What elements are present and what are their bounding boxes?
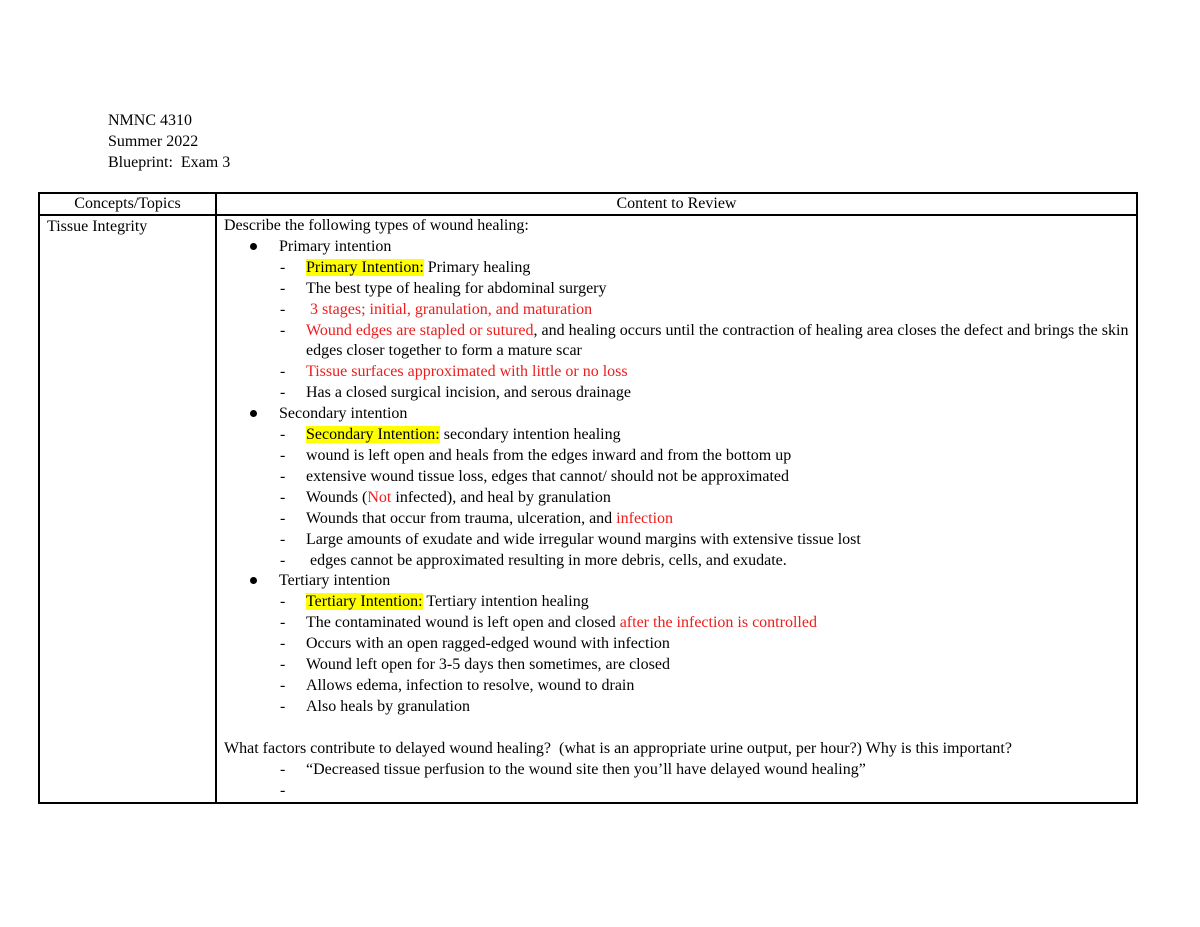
spacer [224,718,1129,739]
dash-marker: - [280,467,286,485]
content-to-review-header: Content to Review [216,193,1137,215]
answer-text: “Decreased tissue perfusion to the wound site then you’ll have delayed wound healing” [306,760,866,778]
list-text: Allows edema, infection to resolve, wound to drain [306,676,635,694]
table-header-row [39,193,1137,215]
blueprint-title: Blueprint: Exam 3 [108,154,231,171]
bullet-icon [250,243,257,250]
definition-text: secondary intention healing [439,426,621,444]
bullet-icon [250,410,257,417]
definition-text: Primary healing [423,258,531,276]
content-cell [216,215,1137,803]
dash-marker: - [280,551,286,569]
intro-text: Describe the following types of wound healing: [224,217,529,234]
list-text: Also heals by granulation [306,697,470,715]
blueprint-table [38,192,1138,804]
list-item [224,530,1129,551]
red-text: Wound edges are stapled or sutured [306,321,534,339]
topic-cell: Tissue Integrity [39,215,216,803]
document-header [108,110,230,173]
list-item [224,509,1129,530]
dash-marker: - [280,509,286,527]
dash-marker: - [280,656,286,674]
list-text: Wounds that occur from trauma, ulceration, and [306,509,617,527]
list-text: Wound left open for 3-5 days then sometimes, are closed [306,656,670,674]
list-item [224,655,1129,676]
bullet-secondary [224,404,1129,425]
primary-title: Primary intention [279,237,392,255]
red-text: Not [367,488,392,506]
list-text: Large amounts of exudate and wide irregular wound margins with extensive tissue lost [306,530,861,548]
definition-text: Tertiary intention healing [422,593,589,611]
list-item [224,551,1129,572]
list-item [224,279,1129,300]
dash-marker: - [280,635,286,653]
concepts-topics-header: Concepts/Topics [39,193,216,215]
list-item [224,258,1129,279]
list-text: Has a closed surgical incision, and serous drainage [306,384,631,402]
list-item [224,467,1129,488]
list-item [224,676,1129,697]
list-text: edges cannot be approximated resulting in more debris, cells, and exudate. [306,551,787,569]
secondary-title: Secondary intention [279,405,408,423]
question-text: What factors contribute to delayed wound healing? (what is an appropriate urine output, per hour?) Why is this important? [224,739,1012,757]
dash-marker: - [280,760,286,778]
list-item [224,383,1129,404]
red-text: infection [616,509,674,527]
dash-marker: - [280,300,286,318]
list-item [224,362,1129,383]
dash-marker: - [280,676,286,694]
dash-marker: - [280,363,286,381]
dash-marker: - [280,258,286,276]
bullet-icon [250,577,257,584]
red-text: Tissue surfaces approximated with little or no loss [306,363,628,381]
highlighted-term: Secondary Intention: [306,426,440,444]
dash-marker: - [280,279,286,297]
list-text: Occurs with an open ragged-edged wound with infection [306,635,670,653]
dash-marker: - [280,426,286,444]
dash-marker: - [280,384,286,402]
tertiary-title: Tertiary intention [279,572,391,590]
list-item [224,425,1129,446]
red-text: 3 stages; initial, granulation, and maturation [306,300,593,318]
list-item [224,488,1129,509]
course-code: NMNC 4310 [108,112,193,129]
table-row [39,215,1137,803]
list-item [224,613,1129,634]
list-text: The best type of healing for abdominal surgery [306,279,607,297]
highlighted-term: Tertiary Intention: [306,593,423,611]
list-item [224,321,1129,363]
list-item [224,592,1129,613]
list-item [224,446,1129,467]
list-text: , and healing occurs until the contraction of healing area closes the defect and brings the skin edges closer together to form a mature scar [306,321,1129,360]
dash-marker: - [280,593,286,611]
list-item [224,634,1129,655]
list-text: The contaminated wound is left open and closed [306,614,620,632]
dash-marker: - [280,321,286,339]
list-text: Wounds ( [306,488,368,506]
dash-marker: - [280,614,286,632]
dash-marker: - [280,697,286,715]
dash-marker: - [280,488,286,506]
list-text: infected), and heal by granulation [391,488,611,506]
red-text: after the infection is controlled [619,614,817,632]
dash-marker: - [280,781,286,799]
bullet-primary [224,237,1129,258]
bullet-tertiary [224,571,1129,592]
list-item [224,300,1129,321]
dash-marker: - [280,530,286,548]
list-text: wound is left open and heals from the edges inward and from the bottom up [306,446,792,464]
list-item [224,697,1129,718]
list-item [224,760,1129,781]
highlighted-term: Primary Intention: [306,258,424,276]
list-text: extensive wound tissue loss, edges that cannot/ should not be approximated [306,467,790,485]
dash-marker: - [280,446,286,464]
term: Summer 2022 [108,133,199,150]
